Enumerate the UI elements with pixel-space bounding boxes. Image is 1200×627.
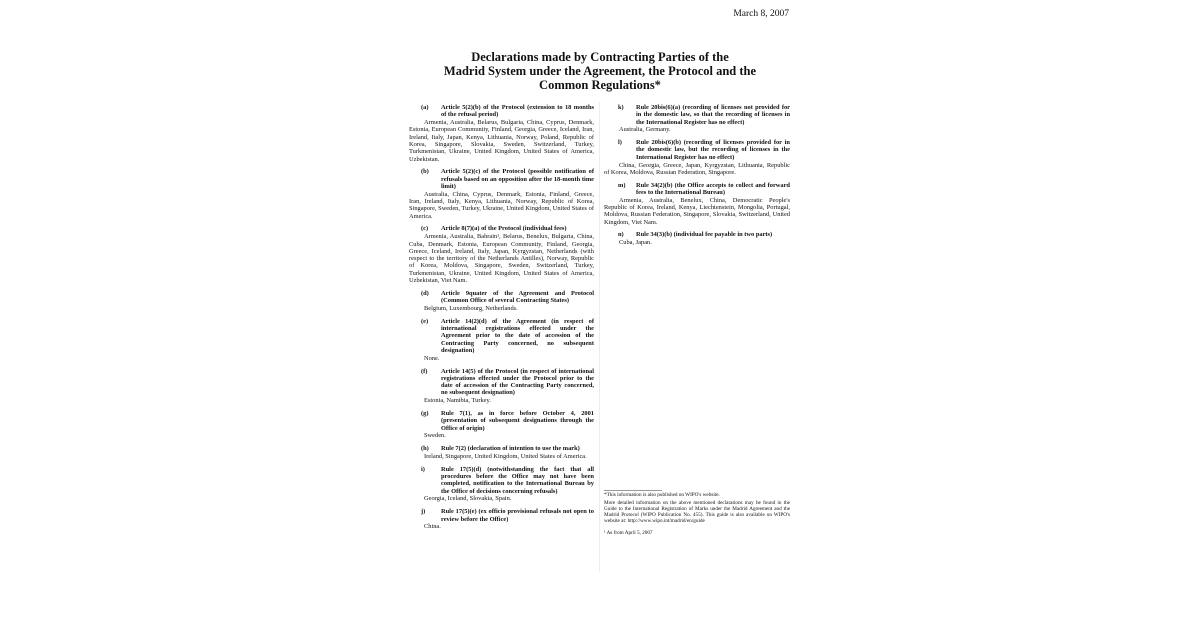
entry-heading: Rule 17(5)(d) (notwithstanding the fact that all procedures before the Office may not have been completed, notification to the International Bureau by the Office of decisions concerning refusals): [441, 465, 594, 495]
entry-heading: Article 9quater of the Agreement and Protocol (Common Office of several Contracting States): [441, 289, 594, 305]
entry-heading: Rule 34(2)(b) (the Office accepts to collect and forward fees to the International Bureau): [636, 181, 790, 196]
entry-label: j): [421, 508, 426, 516]
entry-body: Georgia, Iceland, Slovakia, Spain.: [424, 495, 512, 503]
entry-heading-row: [409, 318, 594, 354]
document-date: March 8, 2007: [733, 9, 789, 19]
entry-label: n): [618, 231, 624, 239]
entry-heading: Article 14(5) of the Protocol (in respect of international registrations effected under the Protocol prior to the date of accession of the Contracting Party concerned, no subsequent designation): [441, 367, 594, 397]
entry-label: (e): [421, 317, 429, 325]
declaration-entry: [409, 318, 594, 362]
page-notes: [604, 490, 790, 538]
declaration-entry: [409, 466, 594, 503]
right-column: [604, 104, 790, 252]
declaration-entry: [409, 104, 594, 163]
entry-heading: Article 14(2)(d) of the Agreement (in respect of international registrations effected under the Agreement prior to the date of accession of the Contracting Party concerned, no subsequent designation): [441, 317, 594, 354]
entry-heading: Article 5(2)(b) of the Protocol (extension to 18 months of the refusal period): [441, 104, 594, 119]
entry-body: Belgium, Luxembourg, Netherlands.: [424, 304, 518, 312]
entry-heading-row: [604, 139, 790, 161]
entry-body: None.: [424, 354, 440, 362]
footnote: ¹ As from April 5, 2007: [604, 530, 653, 536]
entry-heading: Rule 34(3)(b) (individual fee payable in two parts): [636, 231, 773, 239]
entry-body: China.: [424, 523, 441, 531]
entry-label: l): [618, 139, 622, 147]
entry-heading: Rule 20bis(6)(b) (recording of licenses provided for in the domestic law, but the recording of licenses in the International Register has no effect): [636, 139, 790, 161]
guide-note: More detailed information on the above mentioned declarations may be found in the Guide to the International Registration of Marks under the Madrid Agreement and the Madrid Protocol (WIPO Publication No. 455). This guide is also available on WIPO's website at: http://www.wipo.int/madrid/en/guide: [604, 500, 790, 524]
entry-label: (g): [421, 409, 429, 417]
entry-body: Australia, Germany.: [619, 126, 671, 134]
entry-heading-row: [409, 225, 594, 232]
entry-label: k): [618, 104, 624, 111]
entry-heading-row: [409, 508, 594, 523]
entry-heading-row: [409, 168, 594, 190]
declaration-entry: [409, 445, 594, 460]
entry-heading-row: [409, 445, 594, 452]
entry-heading: Rule 20bis(6)(a) (recording of licenses not provided for in the domestic law, so that the recording of licenses in the International Register has no effect): [636, 104, 790, 126]
declaration-entry: [409, 290, 594, 312]
entry-heading-row: [409, 290, 594, 305]
entry-heading: Rule 7(1), as in force before October 4, 2001 (presentation of subsequent designations through the Office of origin): [441, 409, 594, 432]
entry-heading: Article 5(2)(c) of the Protocol (possible notification of refusals based on an opposition after the 18-month time limit): [441, 168, 594, 190]
entry-label: (b): [421, 168, 429, 176]
declaration-entry: [409, 368, 594, 405]
column-divider: [599, 102, 600, 572]
entry-label: i): [421, 465, 425, 473]
title-line: Madrid System under the Agreement, the Protocol and the: [443, 64, 757, 78]
entry-label: (h): [421, 445, 429, 453]
entry-label: (d): [421, 289, 429, 297]
title-line: Declarations made by Contracting Parties of the: [471, 50, 729, 64]
entry-heading: Rule 7(2) (declaration of intention to use the mark): [441, 445, 580, 453]
entry-heading: Article 8(7)(a) of the Protocol (individual fees): [441, 225, 567, 233]
entry-label: (f): [421, 367, 428, 375]
declaration-entry: [409, 410, 594, 440]
entry-body: Estonia, Namibia, Turkey.: [424, 397, 491, 405]
entry-heading-row: [409, 368, 594, 397]
entry-heading-row: [409, 466, 594, 495]
entry-body: Armenia, Australia, Belarus, Bulgaria, China, Cyprus, Denmark, Estonia, European Community, Finland, Georgia, Greece, Iceland, Iran, Ireland, Italy, Japan, Kenya, Lithuania, Norway, Poland, Republic of Korea, Singapore, Slovakia, Sweden, Switzerland, Turkey, Turkmenistan, Ukraine, United Kingdom, United States of America, Uzbekistan.: [409, 119, 594, 163]
declaration-entry: [604, 231, 790, 246]
entry-label: (a): [421, 104, 429, 111]
website-note: *This information is also published on WIPO's website.: [604, 492, 720, 498]
entry-body: Sweden.: [424, 432, 446, 440]
entry-label: m): [618, 181, 626, 189]
entry-heading-row: [604, 104, 790, 126]
declaration-entry: [604, 104, 790, 134]
entry-heading-row: [409, 410, 594, 432]
entry-heading-row: [604, 231, 790, 238]
declaration-entry: [409, 225, 594, 284]
entry-body: China, Georgia, Greece, Japan, Kyrgyzstan, Lithuania, Republic of Korea, Moldova, Russian Federation, Singapore.: [604, 161, 790, 176]
declaration-entry: [409, 508, 594, 530]
entry-body: Armenia, Australia, Benelux, China, Democratic People's Republic of Korea, Ireland, Kenya, Liechtenstein, Mongolia, Portugal, Moldova, Russian Federation, Singapore, Slovakia, Switzerland, United Kingdom, Viet Nam.: [604, 196, 790, 226]
entry-body: Ireland, Singapore, United Kingdom, United States of America.: [424, 452, 587, 460]
declaration-entry: [604, 182, 790, 226]
title-line: Common Regulations*: [539, 78, 661, 92]
left-column: [409, 104, 594, 536]
entry-body: Cuba, Japan.: [619, 239, 652, 247]
entry-body: Australia, China, Cyprus, Denmark, Estonia, Finland, Greece, Iran, Ireland, Italy, Kenya, Lithuania, Norway, Republic of Korea, Singapore, Sweden, Turkey, Ukraine, United Kingdom, United States of America.: [409, 190, 594, 220]
notes-rule: [604, 490, 662, 491]
entry-label: (c): [421, 225, 429, 233]
declaration-entry: [409, 168, 594, 220]
entry-heading-row: [604, 182, 790, 197]
entry-heading: Rule 17(5)(e) (ex officio provisional refusals not open to review before the Office): [441, 508, 594, 523]
entry-body: Armenia, Australia, Bahrain¹, Belarus, Benelux, Bulgaria, China, Cuba, Denmark, Estonia, European Community, Finland, Georgia, Greece, Iceland, Ireland, Italy, Japan, Kyrgyzstan, Netherlands (with respect to the territory of the Netherlands Antilles), Norway, Republic of Korea, Moldova, Singapore, Sweden, Switzerland, Turkey, Turkmenistan, Ukraine, United Kingdom, United States of America, Uzbekistan, Viet Nam.: [409, 233, 594, 285]
entry-heading-row: [409, 104, 594, 119]
declaration-entry: [604, 139, 790, 176]
document-title: [410, 50, 790, 92]
